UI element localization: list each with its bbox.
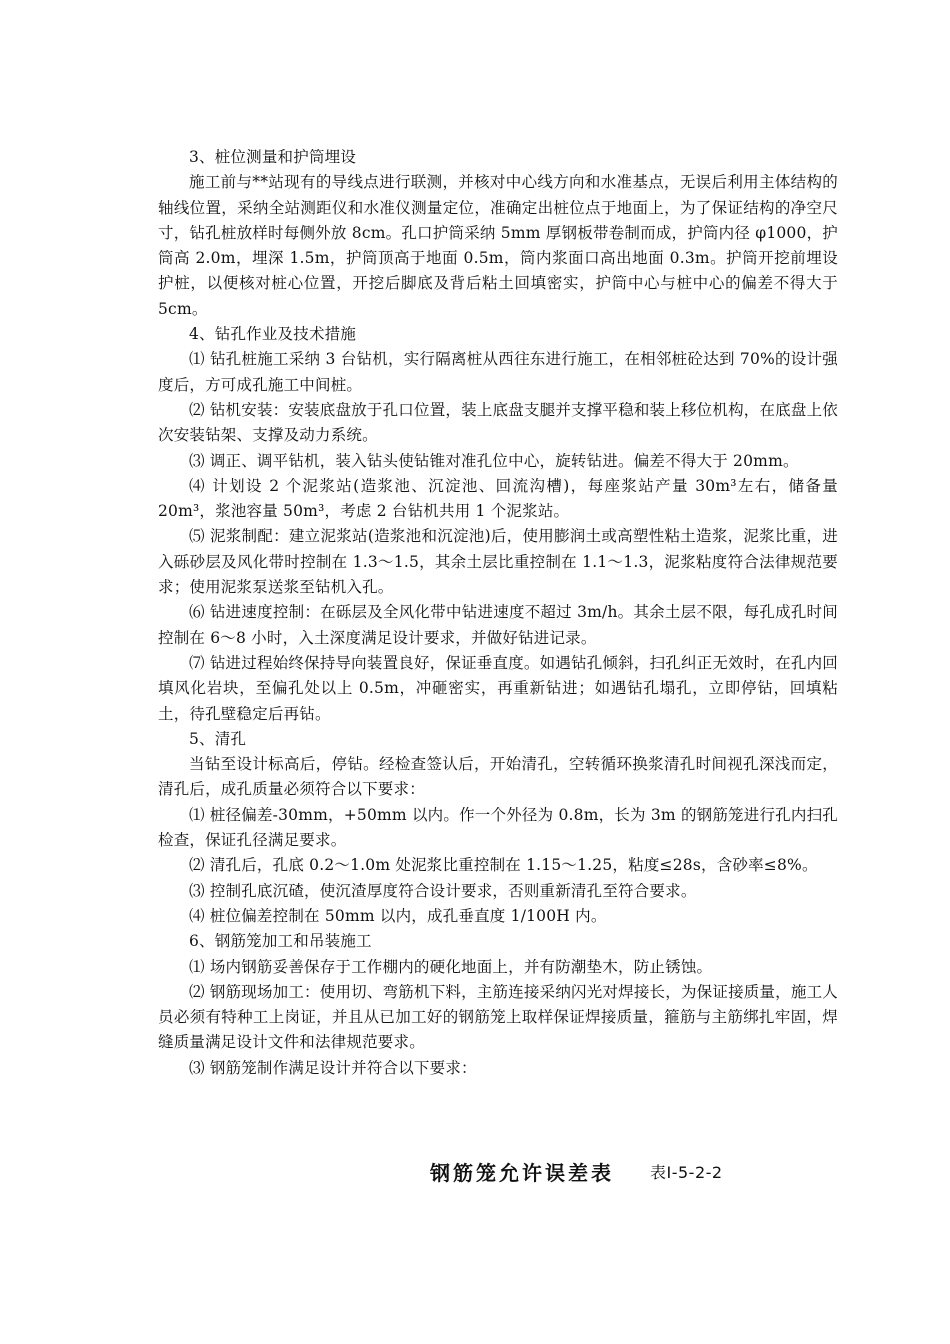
paragraph-drilling-5: ⑸ 泥浆制配：建立泥浆站(造浆池和沉淀池)后，使用膨润土或高塑性粘土造浆，泥浆比重，进入砾砂层及风化带时控制在 1.3～1.5，其余土层比重控制在 1.1～1.3，泥浆粘度符合法律规范要求；使用泥浆泵送浆至钻机入孔。	[158, 527, 838, 597]
paragraph-rebar-cage-1: ⑴ 场内钢筋妥善保存于工作棚内的硬化地面上，并有防潮垫木，防止锈蚀。	[189, 957, 713, 976]
paragraph-hole-cleaning-4: ⑷ 桩位偏差控制在 50mm 以内，成孔垂直度 1/100H 内。	[189, 906, 607, 925]
paragraph-drilling-2: ⑵ 钻机安装：安装底盘放于孔口位置，装上底盘支腿并支撑平稳和装上移位机构，在底盘上依次安装钻架、支撑及动力系统。	[158, 400, 838, 445]
body-text	[158, 145, 838, 1081]
table-caption	[430, 1155, 850, 1187]
table-title: 钢筋笼允许误差表	[430, 1160, 614, 1185]
section-heading-hole-cleaning: 5、清孔	[189, 729, 247, 748]
paragraph-drilling-7: ⑺ 钻进过程始终保持导向装置良好，保证垂直度。如遇钻孔倾斜，扫孔纠正无效时，在孔内回填风化岩块，至偏孔处以上 0.5m，冲砸密实，再重新钻进；如遇钻孔塌孔，立即停钻，回填粘土，待孔壁稳定后再钻。	[158, 653, 838, 723]
paragraph-drilling-1: ⑴ 钻孔桩施工采纳 3 台钻机，实行隔离桩从西往东进行施工，在相邻桩砼达到 70%的设计强度后，方可成孔施工中间桩。	[158, 350, 838, 394]
paragraph-rebar-cage-2: ⑵ 钢筋现场加工：使用切、弯筋机下料，主筋连接采纳闪光对焊接长，为保证接质量，施工人员必须有特种工上岗证，并且从已加工好的钢筋笼上取样保证焊接质量，箍筋与主筋绑扎牢固，焊缝质量满足设计文件和法律规范要求。	[158, 982, 838, 1052]
paragraph-drilling-6: ⑹ 钻进速度控制：在砾层及全风化带中钻进速度不超过 3m/h。其余土层不限，每孔成孔时间控制在 6～8 小时，入土深度满足设计要求，并做好钻进记录。	[158, 603, 838, 647]
paragraph-hole-cleaning-1: ⑴ 桩径偏差-30mm，+50mm 以内。作一个外径为 0.8m，长为 3m 的钢筋笼进行孔内扫孔检查，保证孔径满足要求。	[158, 805, 838, 850]
section-heading-rebar-cage: 6、钢筋笼加工和吊装施工	[189, 932, 372, 951]
section-heading-drilling: 4、钻孔作业及技术措施	[189, 325, 357, 344]
section-heading-pile-survey: 3、桩位测量和护筒埋设	[189, 148, 357, 166]
table-number: 表Ⅰ-5-2-2	[650, 1162, 723, 1182]
paragraph-hole-cleaning-intro: 当钻至设计标高后，停钻。经检查签认后，开始清孔，空转循环换浆清孔时间视孔深浅而定，清孔后，成孔质量必须符合以下要求：	[158, 755, 838, 799]
paragraph-hole-cleaning-3: ⑶ 控制孔底沉碴，使沉渣厚度符合设计要求，否则重新清孔至符合要求。	[189, 881, 697, 900]
paragraph-drilling-3: ⑶ 调正、调平钻机，装入钻头使钻锥对准孔位中心，旋转钻进。偏差不得大于 20mm。	[189, 451, 799, 470]
paragraph-rebar-cage-3: ⑶ 钢筋笼制作满足设计并符合以下要求：	[189, 1058, 477, 1077]
paragraph-drilling-4: ⑷ 计划设 2 个泥浆站(造浆池、沉淀池、回流沟槽)，每座浆站产量 30m³左右，储备量 20m³，浆池容量 50m³，考虑 2 台钻机共用 1 个泥浆站。	[158, 476, 838, 521]
paragraph-pile-survey: 施工前与**站现有的导线点进行联测，并核对中心线方向和水准基点，无误后利用主体结构的轴线位置，采纳全站测距仪和水准仪测量定位，准确定出桩位点于地面上，为了保证结构的净空尺寸，钻孔桩放样时每侧外放 8cm。孔口护筒采纳 5mm 厚钢板带卷制而成，护筒内径 φ1000，护筒高 2.0m，埋深 1.5m，护筒顶高于地面 0.5m，筒内浆面口高出地面 0.3m。护筒开挖前埋设护桩，以便核对桩心位置，开挖后脚底及背后粘土回填密实，护筒中心与桩中心的偏差不得大于 5cm。	[158, 173, 838, 318]
paragraph-hole-cleaning-2: ⑵ 清孔后，孔底 0.2～1.0m 处泥浆比重控制在 1.15～1.25，粘度≤28s，含砂率≤8%。	[189, 856, 818, 875]
